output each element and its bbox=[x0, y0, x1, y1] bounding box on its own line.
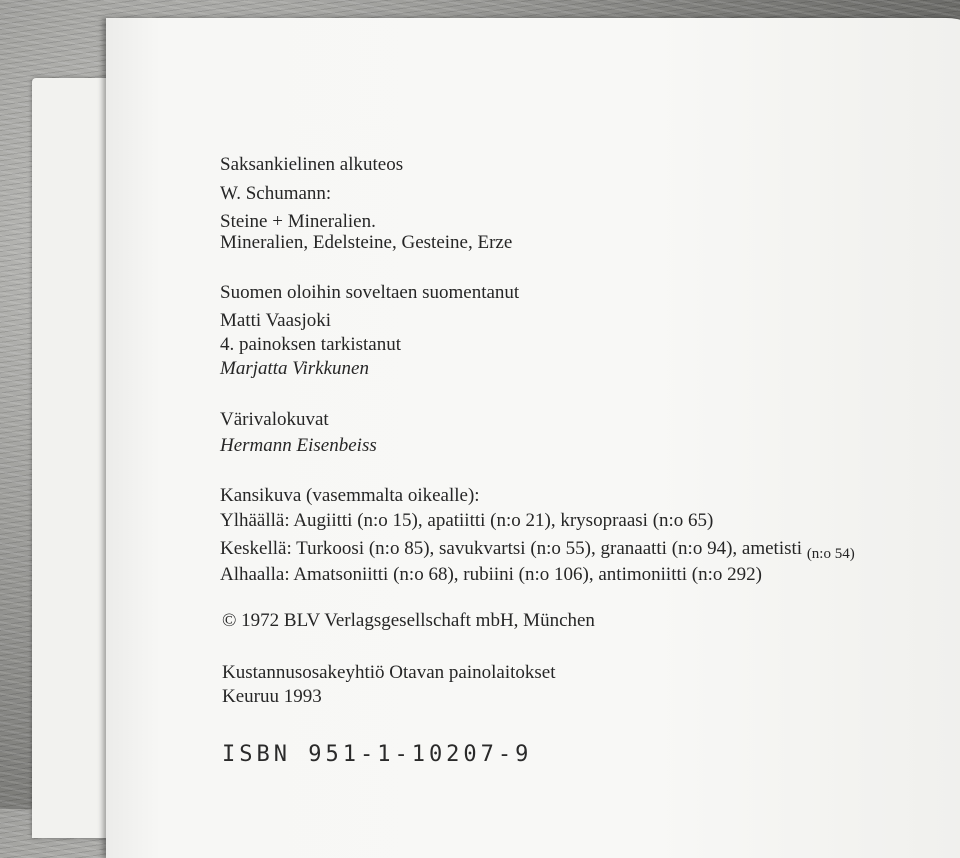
translator-name: Matti Vaasjoki bbox=[220, 310, 332, 331]
original-subtitle: Mineralien, Edelsteine, Gesteine, Erze bbox=[220, 232, 513, 253]
isbn-number: ISBN 951-1-10207-9 bbox=[222, 742, 533, 767]
copyright-notice: © 1972 BLV Verlagsgesellschaft mbH, München bbox=[222, 610, 595, 631]
reviser-name: Marjatta Virkkunen bbox=[220, 358, 369, 379]
original-author: W. Schumann: bbox=[220, 183, 332, 204]
cover-bottom-row: Alhaalla: Amatsoniitti (n:o 68), rubiini (n:o 106), antimoniitti (n:o 292) bbox=[220, 564, 762, 585]
cover-middle-note: (n:o 54) bbox=[806, 546, 855, 562]
photos-label: Värivalokuvat bbox=[220, 409, 329, 430]
original-book-title: Steine + Mineralien. bbox=[220, 211, 376, 232]
cover-middle-text: Keskellä: Turkoosi (n:o 85), savukvartsi (n:o 55), granaatti (n:o 94), ametisti bbox=[220, 538, 803, 559]
print-place-year: Keuruu 1993 bbox=[222, 686, 322, 707]
photographer-name: Hermann Eisenbeiss bbox=[220, 435, 377, 456]
cover-heading: Kansikuva (vasemmalta oikealle): bbox=[220, 485, 480, 506]
cover-top-row: Ylhäällä: Augiitti (n:o 15), apatiitti (n:o 21), krysopraasi (n:o 65) bbox=[220, 510, 714, 531]
revision-credit: 4. painoksen tarkistanut bbox=[220, 334, 401, 355]
translation-credit: Suomen oloihin soveltaen suomentanut bbox=[220, 282, 520, 303]
cover-middle-row bbox=[220, 538, 855, 561]
original-title-line-1: Saksankielinen alkuteos bbox=[220, 154, 404, 175]
printer-name: Kustannusosakeyhtiö Otavan painolaitokset bbox=[222, 662, 556, 683]
